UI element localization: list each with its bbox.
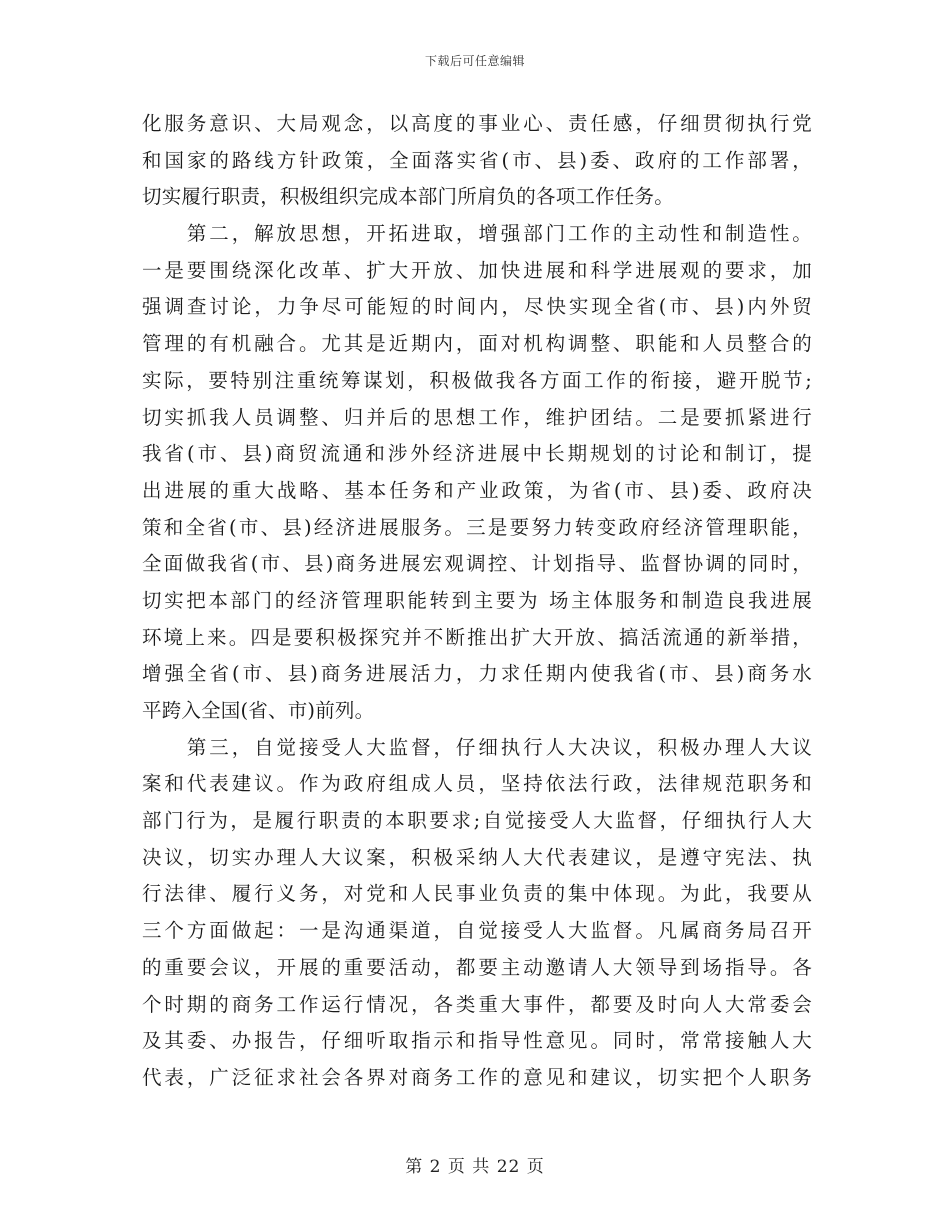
text-line: 实际，要特别注重统筹谋划，积极做我各方面工作的衔接，避开脱节;: [142, 368, 812, 392]
text-line: 个时期的商务工作运行情况，各类重大事件，都要及时向人大常委会: [142, 992, 812, 1016]
text-line: 我省(市、县)商贸流通和涉外经济进展中长期规划的讨论和制订，提: [142, 442, 812, 466]
text-line: 案和代表建议。作为政府组成人员，坚持依法行政，法律规范职务和: [142, 772, 812, 796]
text-line: 强调查讨论，力争尽可能短的时间内，尽快实现全省(市、县)内外贸: [142, 295, 812, 319]
text-line: 代表，广泛征求社会各界对商务工作的意见和建议，切实把个人职务: [142, 1065, 812, 1089]
text-line: 全面做我省(市、县)商务进展宏观调控、计划指导、监督协调的同时，: [142, 552, 812, 576]
text-line: 三个方面做起：一是沟通渠道，自觉接受人大监督。凡属商务局召开: [142, 919, 812, 943]
text-line: 决议，切实办理人大议案，积极采纳人大代表建议，是遵守宪法、执: [142, 845, 812, 869]
text-line: 平跨入全国(省、市)前列。: [142, 699, 375, 722]
text-line: 和国家的路线方针政策，全面落实省(市、县)委、政府的工作部署，: [142, 148, 812, 172]
text-line: 及其委、办报告，仔细听取指示和指导性意见。同时，常常接触人大: [142, 1029, 812, 1053]
text-line: 化服务意识、大局观念，以高度的事业心、责任感，仔细贯彻执行党: [142, 112, 812, 135]
document-body: [142, 106, 812, 1097]
text-line: 第三，自觉接受人大监督，仔细执行人大决议，积极办理人大议: [142, 735, 812, 759]
text-line: 环境上来。四是要积极探究并不断推出扩大开放、搞活流通的新举措，: [142, 625, 812, 649]
text-line: 管理的有机融合。尤其是近期内，面对机构调整、职能和人员整合的: [142, 332, 812, 356]
text-line: 第二，解放思想，开拓进取，增强部门工作的主动性和制造性。: [142, 222, 812, 246]
text-line: 出进展的重大战略、基本任务和产业政策，为省(市、县)委、政府决: [142, 478, 812, 502]
text-line: 切实履行职责，积极组织完成本部门所肩负的各项工作任务。: [142, 185, 674, 209]
text-line: 切实把本部门的经济管理职能转到主要为 场主体服务和制造良我进展: [142, 588, 812, 612]
text-line: 行法律、履行义务，对党和人民事业负责的集中体现。为此，我要从: [142, 882, 812, 906]
text-line: 一是要围绕深化改革、扩大开放、加快进展和科学进展观的要求，加: [142, 258, 812, 282]
text-line: 切实抓我人员调整、归并后的思想工作，维护团结。二是要抓紧进行: [142, 405, 812, 429]
text-line: 部门行为，是履行职责的本职要求;自觉接受人大监督，仔细执行人大: [142, 809, 812, 833]
page-number-footer: 第 2 页 共 22 页: [405, 1157, 545, 1177]
text-line: 的重要会议，开展的重要活动，都要主动邀请人大领导到场指导。各: [142, 955, 812, 979]
text-line: 策和全省(市、县)经济进展服务。三是要努力转变政府经济管理职能，: [142, 515, 812, 539]
page-header: 下载后可任意编辑: [424, 54, 525, 68]
text-line: 增强全省(市、县)商务进展活力，力求任期内使我省(市、县)商务水: [142, 662, 812, 686]
